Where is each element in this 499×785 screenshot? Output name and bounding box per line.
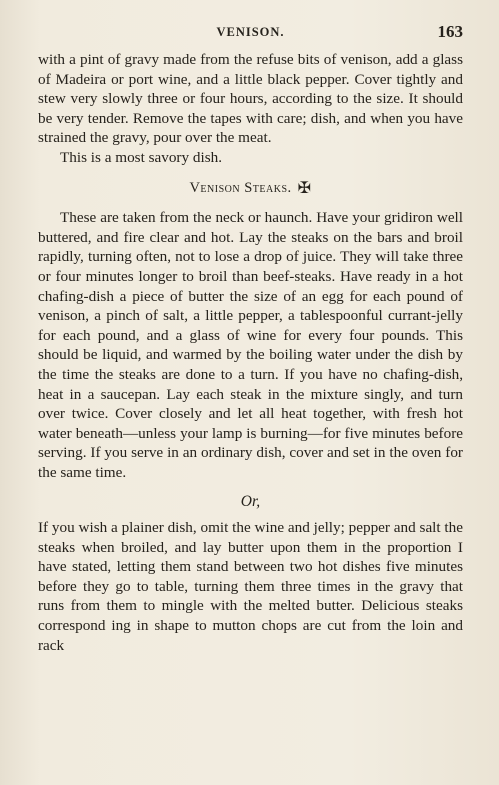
page-text (38, 50, 463, 655)
section-body: These are taken from the neck or haunch. Have your gridiron well buttered, and fire clear and hot. Lay the steaks on the bars and broil rapidly, turning often, not to lose a drop of juice. They will take three or four minutes longer to broil than beef-steaks. Have ready in a hot chafing-dish a piece of butter the size of an egg for each pound of venison, a pinch of salt, a little pepper, a tablespoonful currant-jelly for each pound, and a glass of wine for every four pounds. This should be liquid, and warmed by the boiling water under the dish by the time the steaks are done to a turn. If you have no chafing-dish, heat in a saucepan. Lay each steak in the mixture singly, and turn over twice. Cover closely and let all heat together, with fresh hot water beneath—unless your lamp is burning—for five minutes before serving. If you serve in an ordinary dish, cover and set in the oven for the same time. (38, 209, 463, 481)
or-heading: Or, (240, 493, 261, 511)
paragraph-continued: with a pint of gravy made from the refuse bits of venison, add a glass of Madeira or port wine, and a little black pepper. Cover tightly and stew very slowly three or four hours, according to the size. It should be very tender. Remove the tapes with care; dish, and when you have strained the gravy, pour over the meat. (38, 51, 463, 147)
section-heading-text: Venison Steaks. (189, 179, 292, 196)
alternative-body: If you wish a plainer dish, omit the wine and jelly; pepper and salt the steaks when broiled, and lay butter upon them in the proportion I have stated, letting them stand between two hot dishes five minutes before they go to table, turning them three times in the gravy that runs from them to mingle with the melted butter. Delicious steaks correspond ing in shape to mutton chops are cut from the loin and rack (38, 519, 463, 654)
section-heading (38, 179, 463, 199)
page-number: 163 (437, 22, 463, 41)
cross-ornament-icon: ✠ (297, 179, 312, 197)
paragraph-remark: This is a most savory dish. (60, 148, 222, 166)
running-title: VENISON. (216, 25, 285, 39)
running-head (38, 22, 463, 46)
